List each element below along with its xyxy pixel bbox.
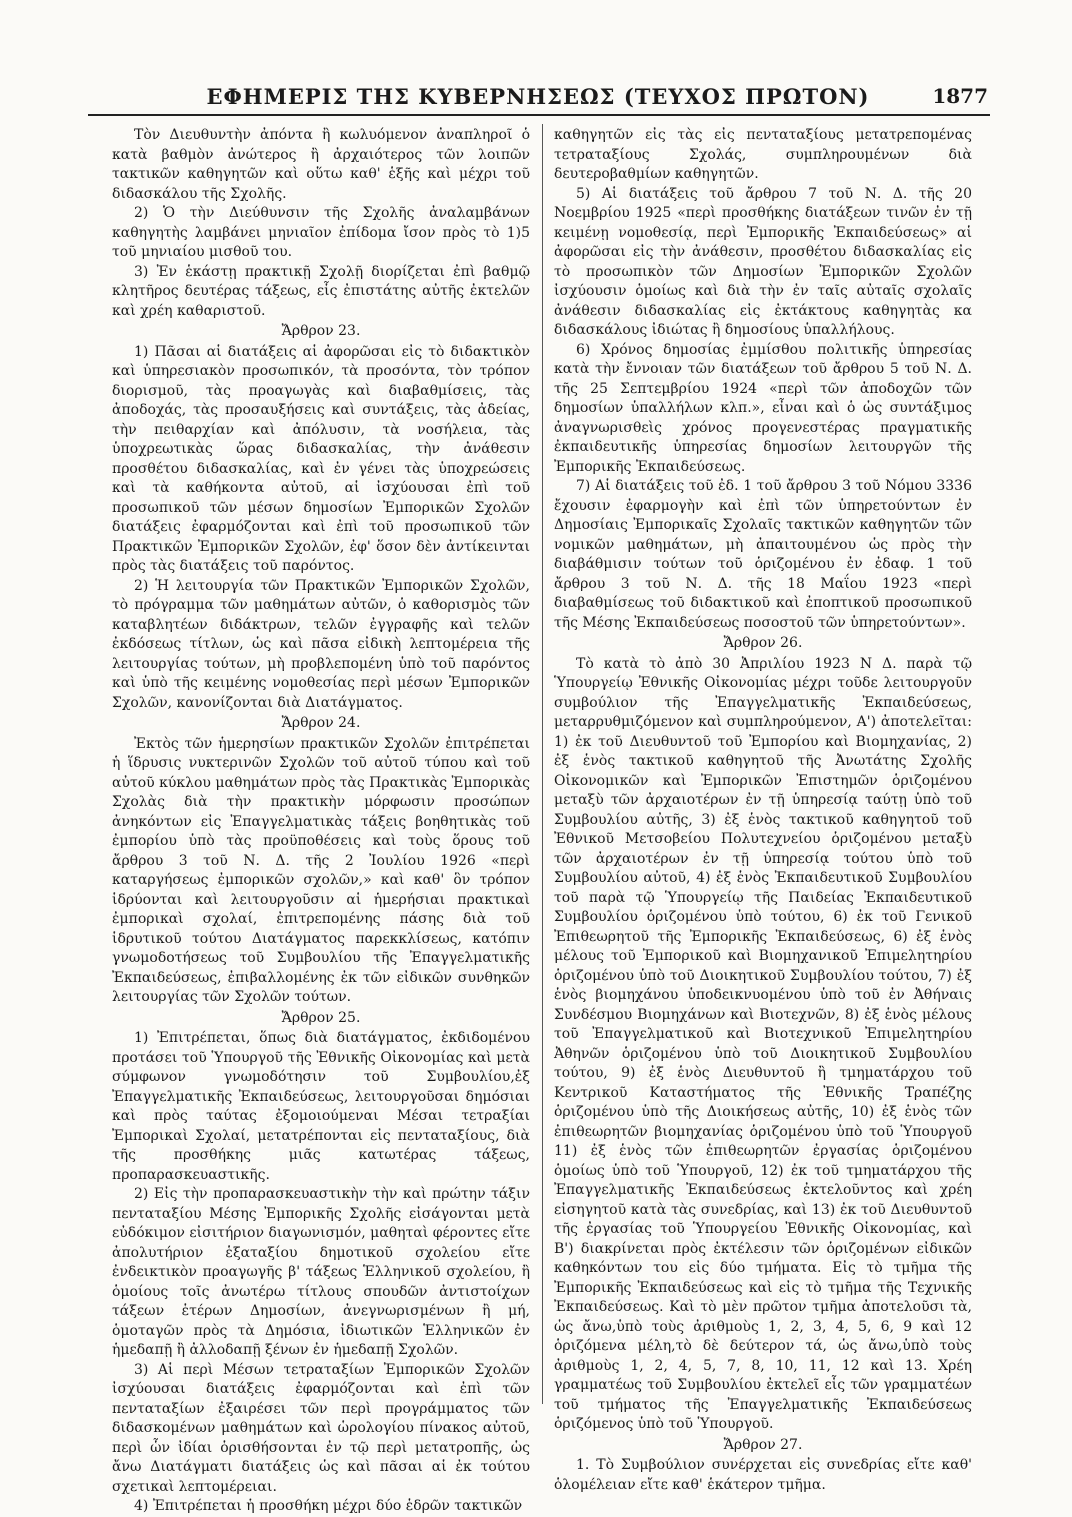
page-header (88, 82, 988, 112)
article-heading-24: Ἄρθρον 24. (281, 715, 361, 731)
paragraph: 3) Αἱ περὶ Μέσων τετραταξίων Ἐμπορικῶν Σχολῶν ἰσχύουσαι διατάξεις ἐφαρμόζονται καὶ ἐπὶ τῶν πενταταξίων ἐξαιρέσει τῶν περὶ προγράμματος τῶν διδασκομένων μαθημάτων καὶ ὡρολογίου πίνακος αὐτοῦ, περὶ ὧν ἰδίαι ὁρισθήσονται ἐν τῷ περὶ μετατροπῆς, ὡς ἄνω Διατάγματι διατάξεις ὡς καὶ πᾶσαι αἱ ἐκ τούτου σχετικαὶ λεπτομέρειαι. (112, 1361, 530, 1495)
paragraph: 2) Ἡ λειτουργία τῶν Πρακτικῶν Ἐμπορικῶν Σχολῶν, τὸ πρόγραμμα τῶν μαθημάτων αὐτῶν, ὁ καθορισμὸς τῶν καταβλητέων διδάκτρων, τελῶν ἐγγραφῆς καὶ τελῶν ἐκδόσεως τίτλων, ὡς καὶ πᾶσα εἰδικὴ λεπτομέρεια τῆς λειτουργίας τούτων, μὴ προβλεπομένη ὑπὸ τοῦ παρόντος καὶ ὑπὸ τῆς κειμένης νομοθεσίας περὶ μέσων Ἐμπορικῶν Σχολῶν, κανονίζονται διὰ Διατάγματος. (112, 577, 530, 711)
paragraph: καθηγητῶν εἰς τὰς εἰς πενταταξίους μετατρεπομένας τετραταξίους Σχολάς, συμπληρουμένων διὰ δευτεροβαθμίων καθηγητῶν. (554, 127, 972, 182)
paragraph: 7) Αἱ διατάξεις τοῦ ἐδ. 1 τοῦ ἄρθρου 3 τοῦ Νόμου 3336 ἔχουσιν ἐφαρμογὴν καὶ ἐπὶ τῶν ὑπηρετούντων ἐν Δημοσίαις Ἐμπορικαῖς Σχολαῖς τακτικῶν καθηγητῶν τῶν νομικῶν μαθημάτων, μὴ ἀπαιτουμένου ὡς πρὸς τὴν διαβάθμισιν τούτων τοῦ ὁριζομένου ἐν ἐδαφ. 1 τοῦ ἄρθρου 3 τοῦ Ν. Δ. τῆς 18 Μαΐου 1923 «περὶ διαβαθμίσεως τοῦ διδακτικοῦ καὶ ἐποπτικοῦ προσωπικοῦ τῆς Μέσης Ἐκπαιδεύσεως ποσοστοῦ τῶν ὑπηρετούντων». (554, 478, 972, 631)
article-heading-25: Ἄρθρον 25. (281, 1009, 361, 1026)
paragraph: 6) Χρόνος δημοσίας ἐμμίσθου πολιτικῆς ὑπηρεσίας κατὰ τὴν ἔννοιαν τῶν διατάξεων τοῦ ἄρθρου 5 τοῦ Ν. Δ. τῆς 25 Σεπτεμβρίου 1924 «περὶ τῶν ἀποδοχῶν τῶν δημοσίων ὑπαλλήλων κλπ.», εἶναι καὶ ὁ ὡς συντάξιμος ἀναγνωρισθεὶς χρόνος προγενεστέρας πραγματικῆς ἐκπαιδευτικῆς ὑπηρεσίας δημοσίων λειτουργῶν τῆς Ἐμπορικῆς Ἐκπαιδεύσεως. (554, 341, 972, 475)
column-divider (542, 124, 543, 1404)
right-column (554, 126, 972, 1493)
paragraph: 2) Εἰς τὴν προπαρασκευαστικὴν τὴν καὶ πρώτην τάξιν πενταταξίου Μέσης Ἐμπορικῆς Σχολῆς εἰσάγονται μετὰ εὐδόκιμον εἰσιτήριον διαγωνισμόν, μαθηταὶ φέροντες εἴτε ἀπολυτήριον ἑξαταξίου δημοτικοῦ σχολείου εἴτε ἐνδεικτικὸν προαγωγῆς β' τάξεως Ἑλληνικοῦ σχολείου, ἢ ὁμοίους τοῖς ἀνωτέρω τίτλους σπουδῶν ἀντιστοίχων τάξεων ἑτέρων Δημοσίων, ἀνεγνωρισμένων ἢ μή, ὁμοταγῶν πρὸς τὰ Δημόσια, ἰδιωτικῶν Ἑλληνικῶν ἐν ἡμεδαπῇ ἢ ἀλλοδαπῇ ξένων ἐν ἡμεδαπῇ Σχολῶν. (112, 1186, 530, 1358)
paragraph: 1) Ἐπιτρέπεται, ὅπως διὰ διατάγματος, ἐκδιδομένου προτάσει τοῦ Ὑπουργοῦ τῆς Ἐθνικῆς Οἰκονομίας καὶ μετὰ σύμφωνον γνωμοδότησιν τοῦ Συμβουλίου,ἐξ Ἐπαγγελματικῆς Ἐκπαιδεύσεως, λειτουργοῦσαι δημόσιαι καὶ πρὸς ταύτας ἐξομοιούμεναι Μέσαι τετραξίαι Ἐμπορικαὶ Σχολαί, μετατρέπονται εἰς πενταταξίους, διὰ τῆς προσθήκης μιᾶς κατωτέρας τάξεως, προπαρασκευαστικῆς. (112, 1030, 530, 1183)
paragraph: Ἐκτὸς τῶν ἡμερησίων πρακτικῶν Σχολῶν ἐπιτρέπεται ἡ ἵδρυσις νυκτερινῶν Σχολῶν τοῦ αὐτοῦ τύπου καὶ τοῦ αὐτοῦ κύκλου μαθημάτων πρὸς τὰς Πρακτικὰς Ἐμπορικὰς Σχολὰς διὰ τὴν πρακτικὴν μόρφωσιν προσώπων ἀνηκόντων εἰς Ἐπαγγελματικὰς τάξεις βοηθητικὰς τοῦ ἐμπορίου ὑπὸ τὰς προϋποθέσεις καὶ τοὺς ὅρους τοῦ ἄρθρου 3 τοῦ Ν. Δ. τῆς 2 Ἰουλίου 1926 «περὶ καταργήσεως ἐμπορικῶν σχολῶν,» καὶ καθ' ὃν τρόπον ἱδρύονται καὶ λειτουργοῦσιν αἱ ἡμερήσιαι πρακτικαὶ ἐμπορικαὶ σχολαί, ἐπιτρεπομένης πάσης διὰ τοῦ ἱδρυτικοῦ τούτου Διατάγματος παρεκκλίσεως, κατόπιν γνωμοδοτήσεως τοῦ Συμβουλίου τῆς Ἐπαγγελματικῆς Ἐκπαιδεύσεως, ἐπιβαλλομένης ἐκ τῶν εἰδικῶν συνθηκῶν λειτουργίας τῶν Σχολῶν τούτων. (112, 735, 530, 1005)
paragraph: Τὸ κατὰ τὸ ἀπὸ 30 Ἀπριλίου 1923 Ν Δ. παρὰ τῷ Ὑπουργείῳ Ἐθνικῆς Οἰκονομίας μέχρι τοῦδε λειτουργοῦν συμβούλιον τῆς Ἐπαγγελματικῆς Ἐκπαιδεύσεως, μεταρρυθμιζόμενον καὶ συμπληρούμενον, Α') ἀποτελεῖται: 1) ἐκ τοῦ Διευθυντοῦ τοῦ Ἐμπορίου καὶ Βιομηχανίας, 2) ἐξ ἑνὸς τακτικοῦ καθηγητοῦ τῆς Ἀνωτάτης Σχολῆς Οἰκονομικῶν καὶ Ἐμπορικῶν Ἐπιστημῶν ὁριζομένου μεταξὺ τῶν ἀρχαιοτέρων ἐν τῇ ὑπηρεσίᾳ ταύτῃ ὑπὸ τοῦ Συμβουλίου αὐτῆς, 3) ἐξ ἑνὸς τακτικοῦ καθηγητοῦ τοῦ Ἐθνικοῦ Μετσοβείου Πολυτεχνείου ὁριζομένου μεταξὺ τῶν ἀρχαιοτέρων ἐν τῇ ὑπηρεσίᾳ τούτου ὑπὸ τοῦ Συμβουλίου αὐτοῦ, 4) ἐξ ἑνὸς Ἐκπαιδευτικοῦ Συμβουλίου τοῦ παρὰ τῷ Ὑπουργείῳ τῆς Παιδείας Ἐκπαιδευτικοῦ Συμβουλίου ὁριζομένου ὑπὸ τούτου, 6) ἐκ τοῦ Γενικοῦ Ἐπιθεωρητοῦ τῆς Ἐμπορικῆς Ἐκπαιδεύσεως, 6) ἐξ ἑνὸς μέλους τοῦ Ἐμπορικοῦ καὶ Βιομηχανικοῦ Ἐπιμελητηρίου ὁριζομένου ὑπὸ τοῦ Διοικητικοῦ Συμβουλίου τούτου, 7) ἐξ ἑνὸς βιομηχάνου ὑποδεικνυομένου ὑπὸ τοῦ ἐν Ἀθήναις Συνδέσμου Βιομηχάνων καὶ Βιοτεχνῶν, 8) ἐξ ἑνὸς μέλους τοῦ Ἐπαγγελματικοῦ καὶ Βιοτεχνικοῦ Ἐπιμελητηρίου Ἀθηνῶν ὁριζομένου ὑπὸ τοῦ Διοικητικοῦ Συμβουλίου τούτου, 9) ἐξ ἑνὸς Διευθυντοῦ ἢ τμηματάρχου τοῦ Κεντρικοῦ Καταστήματος τῆς Ἐθνικῆς Τραπέζης ὁριζομένου ὑπὸ τῆς Διοικήσεως αὐτῆς, 10) ἐξ ἑνὸς τῶν ἐπιθεωρητῶν βιομηχανίας ὁριζομένου ὑπὸ τοῦ Ὑπουργοῦ 11) ἐξ ἑνὸς τῶν ἐπιθεωρητῶν ἐργασίας ὁριζομένου ὁμοίως ὑπὸ τοῦ Ὑπουργοῦ, 12) ἐκ τοῦ τμηματάρχου τῆς Ἐπαγγελματικῆς Ἐκπαιδεύσεως ἐκτελοῦντος καὶ χρέη εἰσηγητοῦ κατὰ τὰς συνεδρίας, καὶ 13) ἐκ τοῦ Διευθυντοῦ τῆς ἐργασίας τοῦ Ὑπουργείου Ἐθνικῆς Οἰκονομίας, καὶ Β') διακρίνεται πρὸς ἐκτέλεσιν τῶν ὁριζομένων εἰδικῶν καθηκόντων του εἰς δύο τμήματα. Εἰς τὸ τμῆμα τῆς Ἐμπορικῆς Ἐκπαιδεύσεως καὶ εἰς τὸ τμῆμα τῆς Τεχνικῆς Ἐκπαιδεύσεως. Καὶ τὸ μὲν πρῶτον τμῆμα ἀποτελοῦσι τὰ, ὡς ἄνω,ὑπὸ τοὺς ἀριθμοὺς 1, 2, 3, 4, 5, 6, 9 καὶ 12 ὁριζόμενα μέλη,τὸ δὲ δεύτερον τά, ὡς ἄνω,ὑπὸ τοὺς ἀριθμοὺς 1, 2, 4, 5, 7, 8, 10, 11, 12 καὶ 13. Χρέη γραμματέως τοῦ Συμβουλίου ἐκτελεῖ εἷς τῶν γραμματέων τοῦ τμήματος τῆς Ἐπαγγελματικῆς Ἐκπαιδεύσεως ὁριζόμενος ὑπὸ τοῦ Ὑπουργοῦ. (554, 655, 972, 1432)
article-heading-23: Ἄρθρον 23. (281, 323, 361, 339)
article-heading-26: Ἄρθρον 26. (723, 635, 803, 651)
gazette-title: ΕΦΗΜΕΡΙΣ ΤΗΣ ΚΥΒΕΡΝΗΣΕΩΣ (ΤΕΥΧΟΣ ΠΡΩΤΟΝ) (206, 84, 870, 109)
paragraph: 5) Αἱ διατάξεις τοῦ ἄρθρου 7 τοῦ Ν. Δ. τῆς 20 Νοεμβρίου 1925 «περὶ προσθήκης διατάξεων τινῶν ἐν τῇ κειμένῃ νομοθεσίᾳ, περὶ Ἐμπορικῆς Ἐκπαιδεύσεως» αἱ ἀφορῶσαι εἰς τὴν ἀνάθεσιν, προσθέτου διδασκαλίας εἰς τὸ προσωπικὸν τῶν Δημοσίων Ἐμπορικῶν Σχολῶν ἰσχύουσιν ὁμοίως καὶ διὰ τὴν ἐν ταῖς αὐταῖς σχολαῖς ἀνάθεσιν διδασκαλίας εἰς ἐκτάκτους καθηγητὰς κα διδασκάλους ἰδιώτας ἢ δημοσίους ὑπαλλήλους. (554, 185, 972, 338)
paragraph: 1) Πᾶσαι αἱ διατάξεις αἱ ἀφορῶσαι εἰς τὸ διδακτικὸν καὶ ὑπηρεσιακὸν προσωπικόν, τὰ προσόντα, τὸν τρόπον διορισμοῦ, τὰς προαγωγὰς καὶ διαβαθμίσεις, τὰς ἀποδοχάς, τὰς προσαυξήσεις καὶ συντάξεις, τὰς ἀδείας, τὴν πειθαρχίαν καὶ ἀπόλυσιν, τὰ νοσήλεια, τὰς ὑποχρεωτικὰς ὥρας διδασκαλίας, τὴν ἀνάθεσιν προσθέτου διδασκαλίας, καὶ ἐν γένει τὰς ὑποχρεώσεις καὶ τὰ καθήκοντα αὐτοῦ, αἱ ἰσχύουσαι ἐπὶ τοῦ προσωπικοῦ τῶν μέσων δημοσίων Ἐμπορικῶν Σχολῶν διατάξεις ἐφαρμόζονται καὶ ἐπὶ τοῦ προσωπικοῦ τῶν Πρακτικῶν Ἐμπορικῶν Σχολῶν, ἐφ' ὅσον δὲν ἀντίκεινται πρὸς τὰς διατάξεις τοῦ παρόντος. (112, 343, 530, 574)
paragraph: 4) Ἐπιτρέπεται ἡ προσθήκη μέχρι δύο ἑδρῶν τακτικῶν (134, 1498, 523, 1514)
paragraph: 3) Ἐν ἑκάστῃ πρακτικῇ Σχολῇ διορίζεται ἐπὶ βαθμῷ κλητῆρος δευτέρας τάξεως, εἷς ἐπιστάτης αὐτῆς ἐκτελῶν καὶ χρέη καθαριστοῦ. (112, 263, 530, 319)
header-rule (88, 114, 990, 116)
left-column (112, 126, 530, 1514)
article-heading-27: Ἄρθρον 27. (723, 1436, 803, 1453)
paragraph: 2) Ὁ τὴν Διεύθυνσιν τῆς Σχολῆς ἀναλαμβάνων καθηγητὴς λαμβάνει μηνιαῖον ἐπίδομα ἴσον πρὸς τὸ 1)5 τοῦ μηνιαίου μισθοῦ του. (112, 205, 530, 260)
paragraph: 1. Τὸ Συμβούλιον συνέρχεται εἰς συνεδρίας εἴτε καθ' ὁλομέλειαν εἴτε καθ' ἑκάτερον τμῆμα. (554, 1457, 972, 1493)
paragraph: Τὸν Διευθυντὴν ἀπόντα ἢ κωλυόμενον ἀναπληροῖ ὁ κατὰ βαθμὸν ἀνώτερος ἢ ἀρχαιότερος τῶν λοιπῶν τακτικῶν καθηγητῶν καὶ οὕτω καθ' ἑξῆς καὶ μέχρι τοῦ διδασκάλου τῆς Σχολῆς. (112, 127, 530, 202)
page-number: 1877 (932, 84, 988, 108)
